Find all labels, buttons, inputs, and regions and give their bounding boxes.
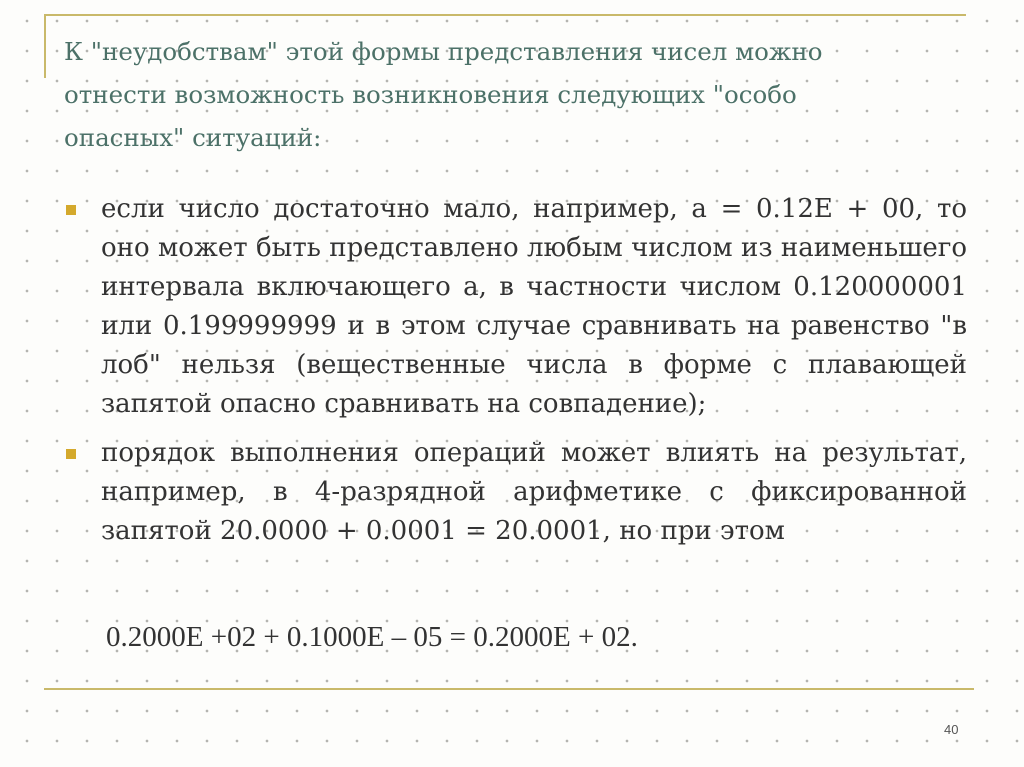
formula-example: 0.2000E +02 + 0.1000E – 05 = 0.2000E + 02. (106, 621, 638, 653)
bullet-list (62, 190, 967, 551)
bullet-item-float-comparison (62, 190, 967, 424)
slide-title: К "неудобствам" этой формы представления чисел можно отнести возможность возникновения следующих "особо опасных" ситуаций: (64, 37, 823, 152)
title-accent-rule-top (44, 14, 966, 16)
bullet-text: если число достаточно мало, например, а = 0.12E + 00, то оно может быть представлено любым числом из наименьшего интервала включающего а, в частности числом 0.120000001 или 0.199999999 и в этом случае сравнивать на равенство "в лоб" нельзя (вещественные числа в форме с плавающей запятой опасно сравнивать на совпадение); (101, 194, 967, 419)
footer-accent-rule (44, 688, 974, 690)
square-bullet-icon (66, 449, 76, 459)
square-bullet-icon (66, 205, 76, 215)
bullet-item-operation-order (62, 434, 967, 551)
page-number: 40 (944, 722, 959, 737)
bullet-text: порядок выполнения операций может влиять на результат, например, в 4-разрядной арифметике с фиксированной запятой 20.0000 + 0.0001 = 20.0001, но при этом (101, 438, 967, 546)
title-accent-rule-left (44, 14, 46, 78)
